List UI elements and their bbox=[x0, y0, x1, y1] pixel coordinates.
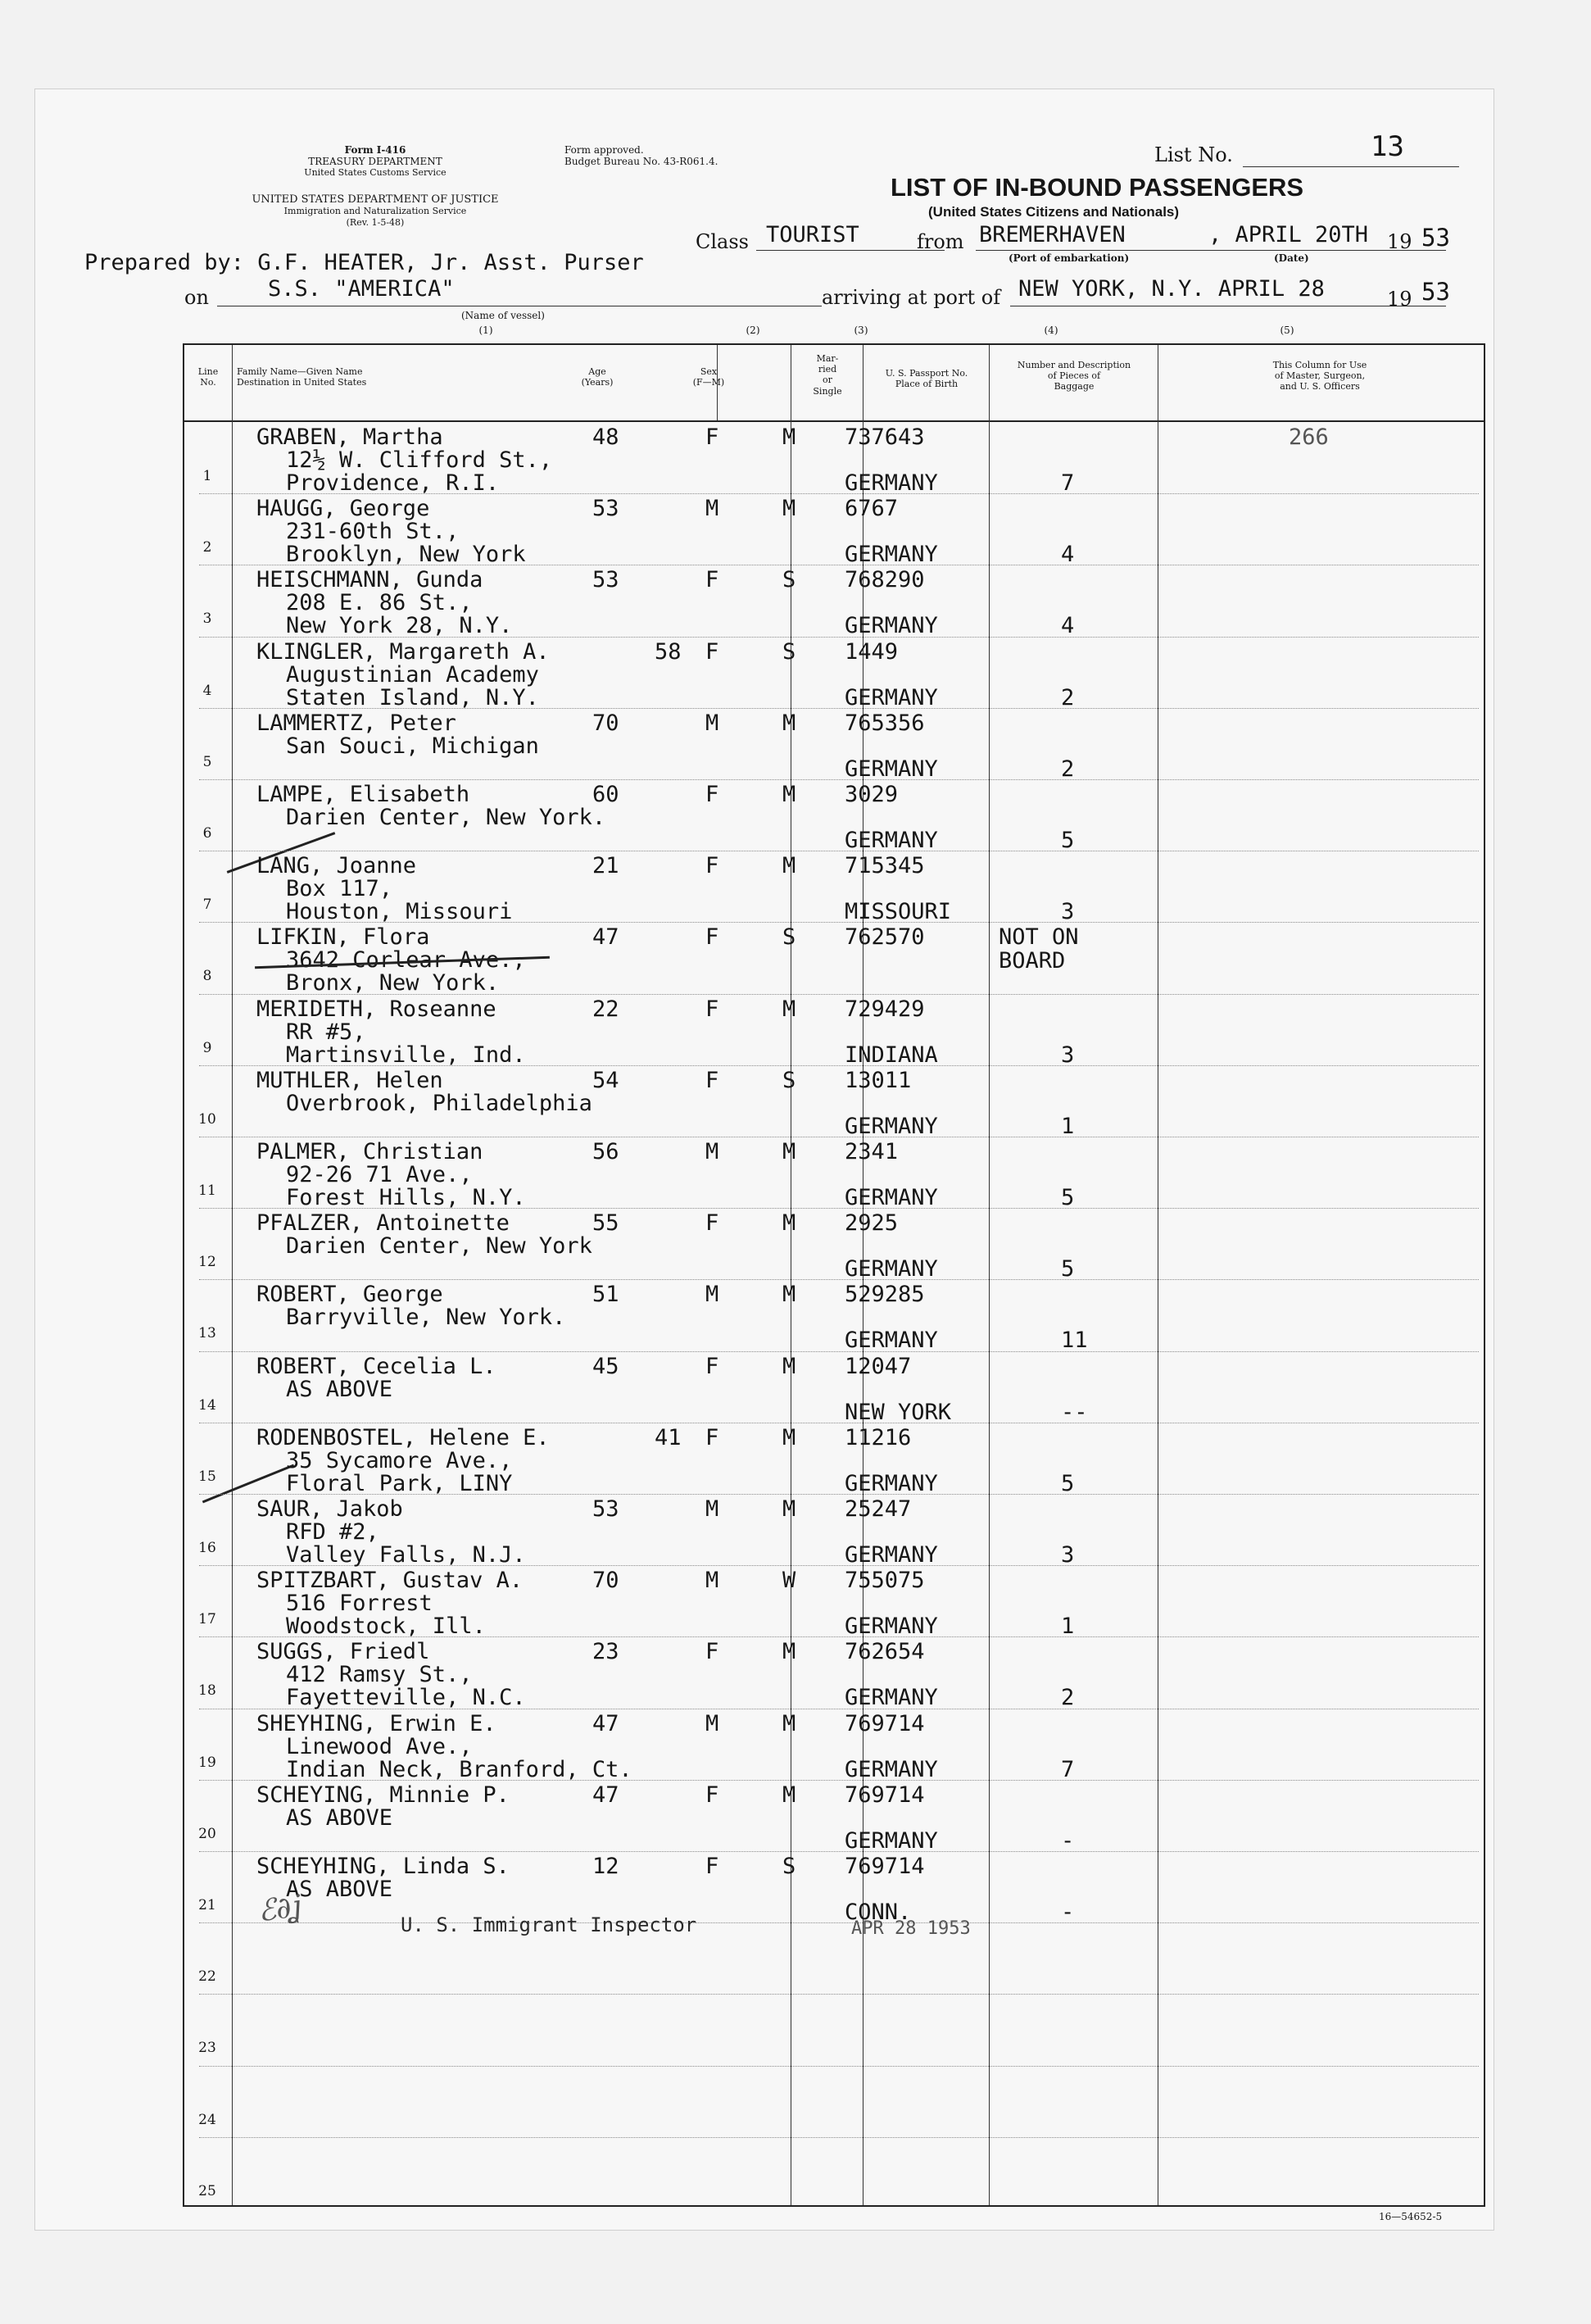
passenger-age: 48 bbox=[592, 424, 619, 450]
row-divider bbox=[199, 2137, 1479, 2138]
passport-number: 768290 bbox=[845, 567, 925, 593]
from-label: from bbox=[917, 230, 964, 253]
passenger-sex: F bbox=[705, 1210, 719, 1237]
marital-status: S bbox=[782, 924, 796, 951]
passenger-age: 47 bbox=[592, 1710, 619, 1736]
header-baggage: Number and Description of Pieces of Baggage bbox=[1017, 360, 1131, 393]
arrival-port-date: NEW YORK, N.Y. APRIL 28 bbox=[1018, 276, 1325, 302]
passport-number: 755075 bbox=[845, 1568, 925, 1594]
passenger-name: HEISCHMANN, Gunda bbox=[256, 567, 483, 593]
passenger-age: 55 bbox=[592, 1210, 619, 1237]
passenger-name: LIFKIN, Flora bbox=[256, 924, 430, 951]
passport-number: 1449 bbox=[845, 638, 899, 665]
marital-status: M bbox=[782, 1139, 796, 1164]
line-number: 12 bbox=[198, 1254, 216, 1271]
passenger-name: SHEYHING, Erwin E. bbox=[256, 1710, 496, 1736]
baggage-count: - bbox=[1061, 1900, 1075, 1925]
form-subtitle: (United States Citizens and Nationals) bbox=[928, 204, 1180, 220]
column-number: (3) bbox=[854, 325, 868, 336]
passenger-destination: Linewood Ave., bbox=[286, 1733, 473, 1759]
inspection-date-stamp: APR 28 1953 bbox=[851, 1918, 971, 1939]
inspector-stamp: U. S. Immigrant Inspector bbox=[401, 1913, 697, 1936]
passenger-name: KLINGLER, Margareth A. bbox=[256, 638, 550, 665]
passenger-sex: M bbox=[705, 710, 719, 736]
header-age: Age (Years) bbox=[581, 366, 614, 388]
row-divider bbox=[199, 1994, 1479, 1995]
arriving-label: arriving at port of bbox=[822, 286, 1001, 309]
on-label: on bbox=[184, 286, 209, 309]
marital-status: M bbox=[782, 1282, 796, 1308]
passenger-destination: Valley Falls, N.J. bbox=[286, 1542, 526, 1568]
place-of-birth: GERMANY bbox=[845, 828, 938, 853]
passenger-destination: Augustinian Academy bbox=[286, 661, 539, 688]
passenger-destination: Brooklyn, New York bbox=[286, 542, 526, 568]
line-number: 22 bbox=[198, 1968, 216, 1986]
passenger-destination: 35 Sycamore Ave., bbox=[286, 1447, 513, 1473]
passenger-destination: Darien Center, New York. bbox=[286, 805, 606, 830]
passenger-name: LANG, Joanne bbox=[256, 853, 417, 879]
marital-status: M bbox=[782, 996, 796, 1022]
passport-number: 12047 bbox=[845, 1353, 912, 1379]
passenger-destination: Fayetteville, N.C. bbox=[286, 1685, 526, 1711]
passenger-destination: AS ABOVE bbox=[286, 1376, 393, 1402]
column-number: (1) bbox=[478, 325, 493, 336]
passenger-sex: F bbox=[705, 1854, 719, 1879]
baggage-count: 7 bbox=[1061, 1756, 1075, 1782]
place-of-birth: GERMANY bbox=[845, 684, 938, 710]
header-married: Mar- ried or Single bbox=[813, 353, 842, 397]
passenger-age: 53 bbox=[592, 496, 619, 522]
column-number: (5) bbox=[1280, 325, 1294, 336]
passenger-sex: M bbox=[705, 1568, 719, 1594]
line-number: 11 bbox=[198, 1182, 216, 1199]
passport-number: 715345 bbox=[845, 853, 925, 879]
passenger-age: 53 bbox=[592, 1496, 619, 1522]
marital-status: S bbox=[782, 567, 796, 593]
arrival-year: 53 bbox=[1421, 278, 1450, 306]
passport-number: 6767 bbox=[845, 496, 899, 522]
passenger-destination: Indian Neck, Branford, Ct. bbox=[286, 1756, 632, 1782]
list-number: 13 bbox=[1371, 130, 1404, 163]
line-number: 20 bbox=[198, 1825, 216, 1842]
line-number: 25 bbox=[198, 2182, 216, 2199]
place-of-birth: GERMANY bbox=[845, 1685, 938, 1711]
passenger-age: 54 bbox=[592, 1067, 619, 1093]
passenger-destination: AS ABOVE bbox=[286, 1804, 393, 1831]
passenger-name: LAMPE, Elisabeth bbox=[256, 782, 470, 807]
line-number: 15 bbox=[198, 1468, 216, 1485]
passport-number: 769714 bbox=[845, 1854, 925, 1879]
passenger-age: 60 bbox=[592, 782, 619, 807]
passenger-sex: M bbox=[705, 1139, 719, 1164]
embarkation-date: , APRIL 20TH bbox=[1208, 222, 1369, 247]
column-number: (2) bbox=[746, 325, 760, 336]
form-approved: Form approved. bbox=[564, 144, 644, 156]
officer-note: 266 bbox=[1289, 424, 1329, 450]
passenger-destination: Houston, Missouri bbox=[286, 899, 513, 925]
passport-number: 25247 bbox=[845, 1496, 912, 1522]
passenger-sex: F bbox=[705, 1782, 719, 1808]
passenger-destination: RR #5, bbox=[286, 1019, 366, 1045]
passport-number: 737643 bbox=[845, 424, 925, 450]
marital-status: M bbox=[782, 710, 796, 736]
marital-status: M bbox=[782, 1710, 796, 1736]
passenger-name: SPITZBART, Gustav A. bbox=[256, 1568, 524, 1594]
baggage-count: 5 bbox=[1061, 1185, 1075, 1210]
line-number: 9 bbox=[202, 1039, 212, 1056]
passenger-destination: Barryville, New York. bbox=[286, 1305, 566, 1331]
baggage-count: 7 bbox=[1061, 470, 1075, 496]
passport-number: 762570 bbox=[845, 924, 925, 951]
marital-status: M bbox=[782, 1782, 796, 1808]
place-of-birth: GERMANY bbox=[845, 542, 938, 568]
line-number: 16 bbox=[198, 1540, 216, 1556]
passenger-age: 56 bbox=[592, 1139, 619, 1164]
passport-number: 769714 bbox=[845, 1710, 925, 1736]
line-number: 14 bbox=[198, 1396, 216, 1414]
marital-status: S bbox=[782, 1067, 796, 1093]
place-of-birth: NEW YORK bbox=[845, 1399, 952, 1425]
line-number: 18 bbox=[198, 1682, 216, 1700]
passenger-name: PFALZER, Antoinette bbox=[256, 1210, 510, 1237]
class-label: Class bbox=[696, 230, 749, 253]
passenger-name: PALMER, Christian bbox=[256, 1139, 483, 1164]
passenger-sex: F bbox=[705, 638, 719, 665]
passenger-name: SCHEYING, Minnie P. bbox=[256, 1782, 510, 1808]
inspector-initials: ℰ∂ʝ bbox=[256, 1889, 305, 1929]
passenger-destination: Providence, R.I. bbox=[286, 470, 500, 496]
passenger-sex: F bbox=[705, 996, 719, 1022]
marital-status: W bbox=[782, 1568, 796, 1594]
passenger-sex: F bbox=[705, 1067, 719, 1093]
passenger-name: SAUR, Jakob bbox=[256, 1496, 403, 1522]
line-number: 21 bbox=[198, 1897, 216, 1913]
passenger-sex: F bbox=[705, 782, 719, 807]
line-number: 4 bbox=[202, 682, 212, 699]
passport-number: 729429 bbox=[845, 996, 925, 1022]
passenger-destination: Staten Island, N.Y. bbox=[286, 684, 539, 710]
form-revision: (Rev. 1-5-48) bbox=[346, 217, 405, 228]
baggage-count: 2 bbox=[1061, 756, 1075, 782]
place-of-birth: GERMANY bbox=[845, 1542, 938, 1568]
passenger-destination: San Souci, Michigan bbox=[286, 733, 539, 759]
class-value: TOURIST bbox=[766, 222, 859, 247]
budget-bureau: Budget Bureau No. 43-R061.4. bbox=[564, 156, 718, 167]
line-number: 5 bbox=[202, 753, 212, 770]
place-of-birth: GERMANY bbox=[845, 1328, 938, 1354]
form-title: LIST OF IN-BOUND PASSENGERS bbox=[891, 173, 1304, 202]
line-number: 7 bbox=[202, 896, 212, 914]
passport-number: 3029 bbox=[845, 782, 899, 807]
marital-status: M bbox=[782, 1353, 796, 1379]
passport-number: 765356 bbox=[845, 710, 925, 736]
row-divider bbox=[199, 1851, 1479, 1852]
baggage-count: 4 bbox=[1061, 542, 1075, 568]
passenger-name: MERIDETH, Roseanne bbox=[256, 996, 496, 1022]
baggage-count: 2 bbox=[1061, 1685, 1075, 1711]
passenger-list-form bbox=[34, 89, 1494, 2231]
row-divider bbox=[199, 1922, 1479, 1923]
header-line-no: Line No. bbox=[197, 366, 219, 388]
passenger-sex: F bbox=[705, 853, 719, 879]
passenger-age: 70 bbox=[592, 1568, 619, 1594]
marital-status: S bbox=[782, 638, 796, 665]
passenger-destination: Box 117, bbox=[286, 876, 393, 902]
passenger-name: ROBERT, Cecelia L. bbox=[256, 1353, 496, 1379]
marital-status: M bbox=[782, 1210, 796, 1237]
passenger-destination: Woodstock, Ill. bbox=[286, 1614, 486, 1640]
passenger-age: 70 bbox=[592, 710, 619, 736]
prepared-by: Prepared by: G.F. HEATER, Jr. Asst. Purser bbox=[84, 250, 644, 275]
row-divider bbox=[199, 1279, 1479, 1280]
passenger-destination: Martinsville, Ind. bbox=[286, 1042, 526, 1068]
passenger-age: 51 bbox=[592, 1282, 619, 1308]
place-of-birth: GERMANY bbox=[845, 756, 938, 782]
passenger-destination: 412 Ramsy St., bbox=[286, 1662, 473, 1688]
passenger-destination: RFD #2, bbox=[286, 1519, 379, 1545]
marital-status: M bbox=[782, 782, 796, 807]
marital-status: M bbox=[782, 1496, 796, 1522]
passenger-destination: 12½ W. Clifford St., bbox=[286, 447, 553, 473]
marital-status: M bbox=[782, 496, 796, 522]
passenger-name: ROBERT, George bbox=[256, 1282, 443, 1308]
passenger-destination: 516 Forrest bbox=[286, 1591, 433, 1617]
place-of-birth: GERMANY bbox=[845, 1756, 938, 1782]
line-number: 1 bbox=[202, 468, 212, 484]
passenger-sex: M bbox=[705, 1496, 719, 1522]
passenger-name: GRABEN, Martha bbox=[256, 424, 443, 450]
passenger-destination: AS ABOVE bbox=[286, 1877, 393, 1902]
row-divider bbox=[199, 779, 1479, 780]
passenger-name: LAMMERTZ, Peter bbox=[256, 710, 456, 736]
passport-number: 11216 bbox=[845, 1424, 912, 1450]
line-number: 17 bbox=[198, 1611, 216, 1628]
marital-status: M bbox=[782, 424, 796, 450]
baggage-count: 11 bbox=[1061, 1328, 1088, 1354]
list-no-label: List No. bbox=[1154, 143, 1233, 166]
customs-service: United States Customs Service bbox=[304, 167, 446, 178]
marital-status: M bbox=[782, 853, 796, 879]
vessel-caption: (Name of vessel) bbox=[461, 310, 545, 321]
form-footer-code: 16—54652-5 bbox=[1379, 2211, 1443, 2222]
date-caption: (Date) bbox=[1274, 252, 1309, 264]
baggage-count: 2 bbox=[1061, 684, 1075, 710]
line-number: 2 bbox=[202, 539, 212, 556]
place-of-birth: GERMANY bbox=[845, 470, 938, 496]
date-century: 19 bbox=[1387, 230, 1412, 253]
passenger-name: SUGGS, Friedl bbox=[256, 1639, 430, 1665]
place-of-birth: CONN. bbox=[845, 1900, 912, 1925]
port-caption: (Port of embarkation) bbox=[1009, 252, 1130, 264]
passenger-destination: Overbrook, Philadelphia bbox=[286, 1090, 592, 1116]
date-year: 53 bbox=[1421, 224, 1450, 252]
place-of-birth: INDIANA bbox=[845, 1042, 938, 1068]
baggage-count: 5 bbox=[1061, 1256, 1075, 1282]
passport-number: 2341 bbox=[845, 1139, 899, 1164]
place-of-birth: GERMANY bbox=[845, 1827, 938, 1854]
passenger-name: MUTHLER, Helen bbox=[256, 1067, 443, 1093]
line-number: 13 bbox=[198, 1325, 216, 1342]
passenger-age: 47 bbox=[592, 924, 619, 951]
passenger-age: 58 bbox=[655, 638, 682, 665]
header-officers: This Column for Use of Master, Surgeon, and U. S. Officers bbox=[1272, 360, 1367, 393]
passenger-age: 53 bbox=[592, 567, 619, 593]
passenger-destination: 231-60th St., bbox=[286, 519, 460, 545]
passenger-age: 12 bbox=[592, 1854, 619, 1879]
passport-number: 769714 bbox=[845, 1782, 925, 1808]
line-number: 6 bbox=[202, 825, 212, 842]
embarkation-port: BREMERHAVEN bbox=[979, 222, 1126, 247]
passenger-sex: M bbox=[705, 1710, 719, 1736]
passenger-destination: New York 28, N.Y. bbox=[286, 613, 513, 639]
marital-status: M bbox=[782, 1424, 796, 1450]
passenger-sex: F bbox=[705, 424, 719, 450]
marital-status: S bbox=[782, 1854, 796, 1879]
place-of-birth: GERMANY bbox=[845, 1614, 938, 1640]
place-of-birth: MISSOURI bbox=[845, 899, 952, 925]
passenger-name: RODENBOSTEL, Helene E. bbox=[256, 1424, 550, 1450]
passenger-age: 21 bbox=[592, 853, 619, 879]
passenger-destination: Darien Center, New York bbox=[286, 1233, 592, 1260]
marital-status: M bbox=[782, 1639, 796, 1665]
baggage-count: - bbox=[1061, 1827, 1075, 1854]
passenger-age: 22 bbox=[592, 996, 619, 1022]
passenger-sex: M bbox=[705, 496, 719, 522]
line-number: 3 bbox=[202, 611, 212, 628]
passenger-sex: F bbox=[705, 567, 719, 593]
arrival-century: 19 bbox=[1387, 288, 1412, 311]
passport-number: 529285 bbox=[845, 1282, 925, 1308]
baggage-count: 1 bbox=[1061, 1614, 1075, 1640]
passenger-age: 47 bbox=[592, 1782, 619, 1808]
passenger-name: SCHEYHING, Linda S. bbox=[256, 1854, 510, 1879]
baggage-count: 5 bbox=[1061, 828, 1075, 853]
passenger-destination: 208 E. 86 St., bbox=[286, 590, 473, 616]
passenger-sex: F bbox=[705, 1353, 719, 1379]
line-number: 24 bbox=[198, 2111, 216, 2128]
place-of-birth: GERMANY bbox=[845, 613, 938, 639]
passport-number: 762654 bbox=[845, 1639, 925, 1665]
baggage-count: 4 bbox=[1061, 613, 1075, 639]
passenger-destination: Floral Park, LINY bbox=[286, 1470, 513, 1496]
line-number: 23 bbox=[198, 2040, 216, 2057]
justice-department: UNITED STATES DEPARTMENT OF JUSTICE bbox=[252, 193, 499, 206]
column-number: (4) bbox=[1044, 325, 1058, 336]
baggage-count: 1 bbox=[1061, 1113, 1075, 1139]
treasury-department: TREASURY DEPARTMENT bbox=[308, 156, 442, 167]
passenger-sex: F bbox=[705, 1639, 719, 1665]
line-number: 8 bbox=[202, 968, 212, 985]
passenger-age: 23 bbox=[592, 1639, 619, 1665]
baggage-count: 5 bbox=[1061, 1470, 1075, 1496]
place-of-birth: GERMANY bbox=[845, 1185, 938, 1210]
passport-number: 2925 bbox=[845, 1210, 899, 1237]
row-divider bbox=[199, 2066, 1479, 2067]
passenger-name: HAUGG, George bbox=[256, 496, 430, 522]
ins-service: Immigration and Naturalization Service bbox=[283, 206, 467, 216]
baggage-count: -- bbox=[1061, 1399, 1088, 1425]
row-divider bbox=[199, 1351, 1479, 1352]
baggage-count: 3 bbox=[1061, 899, 1075, 925]
passenger-destination: 92-26 71 Ave., bbox=[286, 1162, 473, 1187]
passenger-destination: Bronx, New York. bbox=[286, 970, 500, 996]
line-number: 10 bbox=[198, 1110, 216, 1128]
place-of-birth: GERMANY bbox=[845, 1256, 938, 1282]
header-passport: U. S. Passport No. Place of Birth bbox=[885, 368, 968, 390]
baggage-count: 3 bbox=[1061, 1542, 1075, 1568]
baggage-count: 3 bbox=[1061, 1042, 1075, 1068]
header-sex: Sex (F—M) bbox=[692, 366, 725, 388]
place-of-birth: GERMANY bbox=[845, 1113, 938, 1139]
passenger-age: 45 bbox=[592, 1353, 619, 1379]
passenger-age: 41 bbox=[655, 1424, 682, 1450]
vessel-name: S.S. "AMERICA" bbox=[268, 276, 455, 302]
header-name: Family Name—Given Name Destination in United States bbox=[237, 366, 367, 388]
passenger-sex: M bbox=[705, 1282, 719, 1308]
baggage-count: NOT ON BOARD bbox=[999, 924, 1079, 974]
passenger-sex: F bbox=[705, 1424, 719, 1450]
place-of-birth: GERMANY bbox=[845, 1470, 938, 1496]
line-number: 19 bbox=[198, 1754, 216, 1771]
passenger-sex: F bbox=[705, 924, 719, 951]
passenger-destination: Forest Hills, N.Y. bbox=[286, 1185, 526, 1210]
passenger-destination: 3642 Corlear Ave., bbox=[286, 947, 526, 974]
form-number: Form I-416 bbox=[344, 144, 406, 156]
passport-number: 13011 bbox=[845, 1067, 912, 1093]
